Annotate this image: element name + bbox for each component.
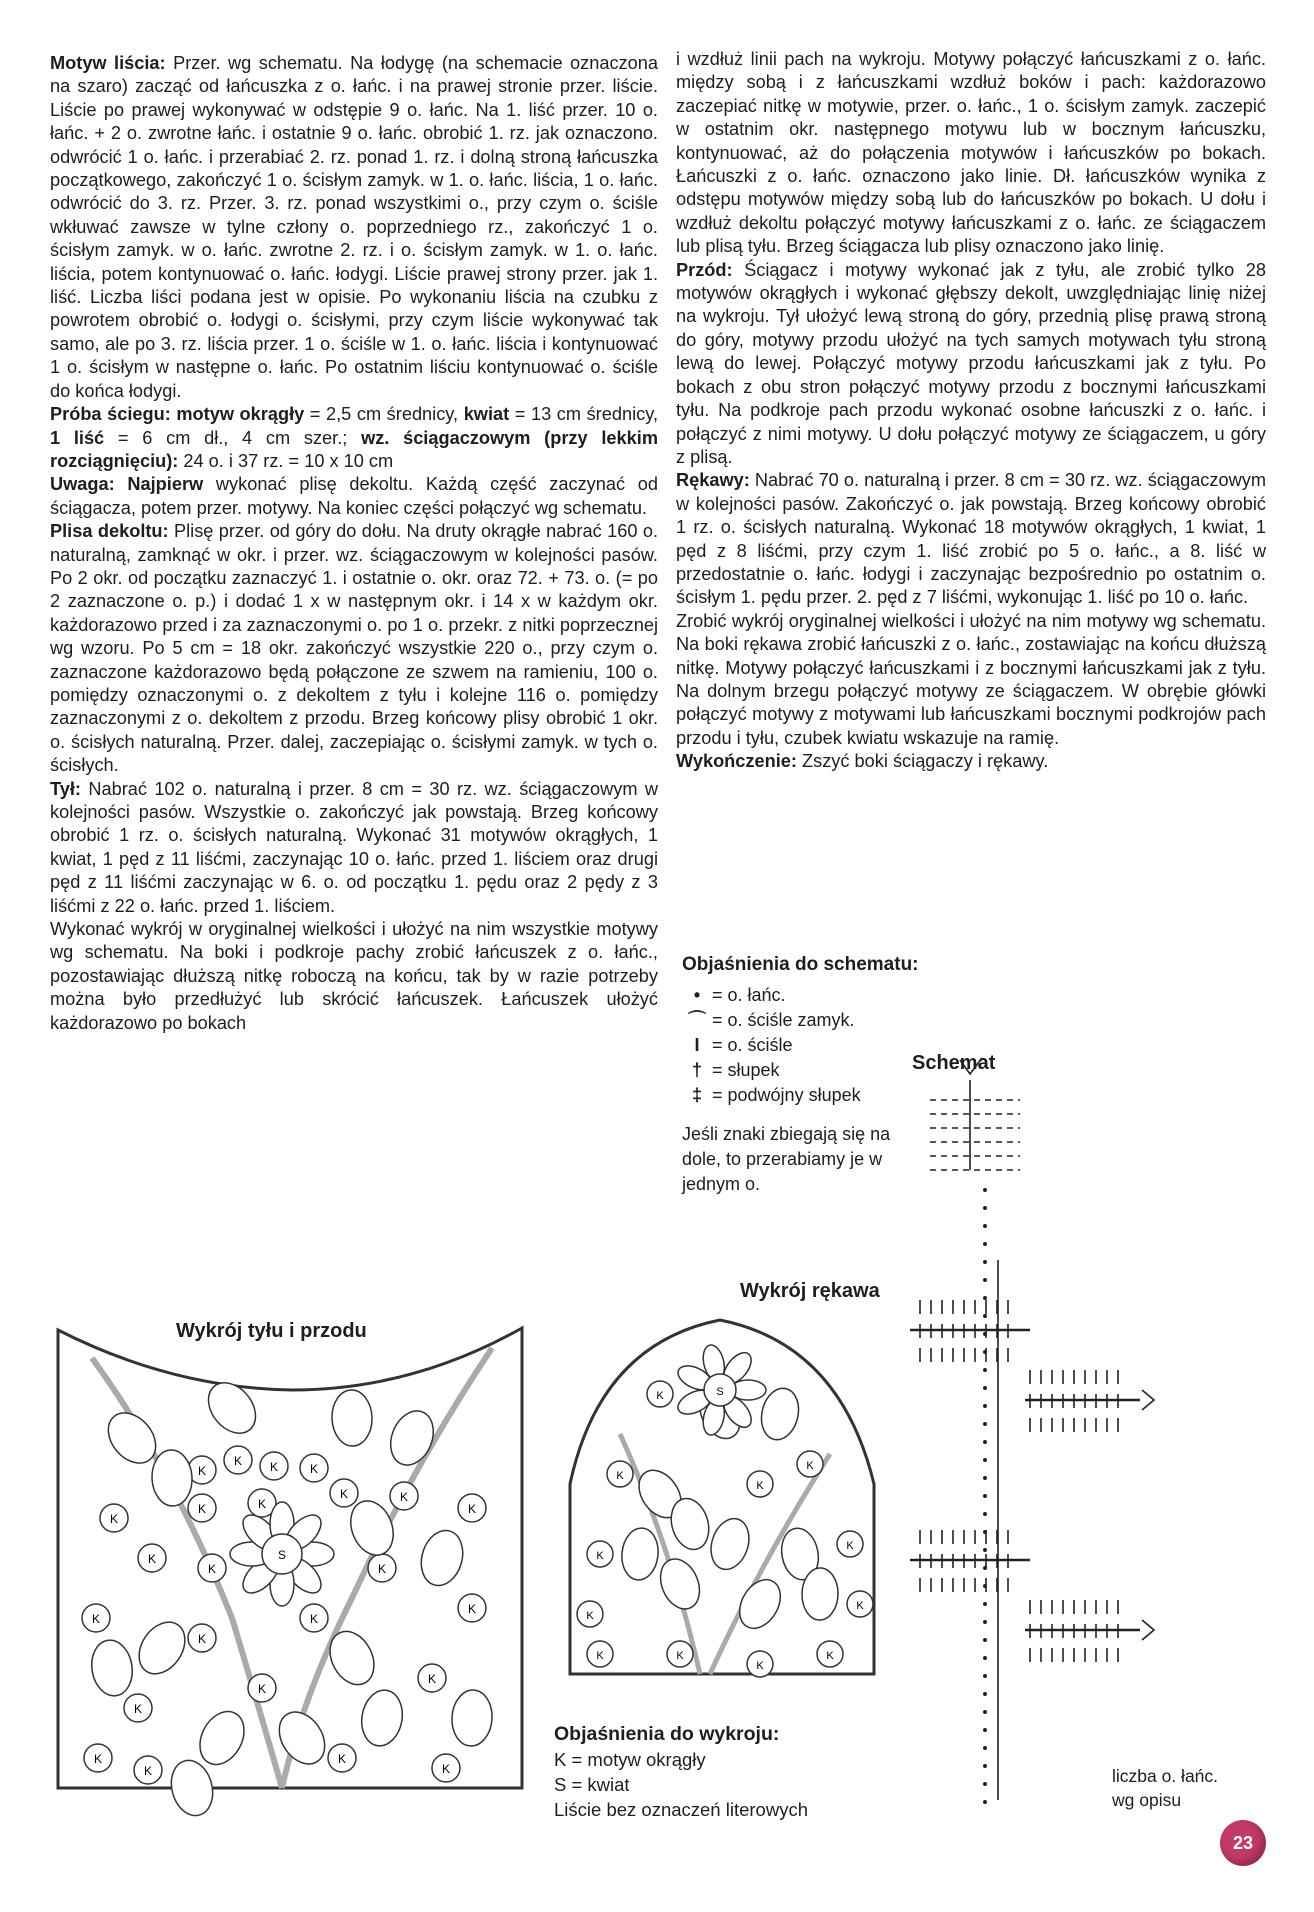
text-run: 24 o. i 37 rz. = 10 x 10 cm (178, 450, 394, 471)
motif-k-label: K (197, 1632, 207, 1646)
text-run: = 6 cm dł., 4 cm szer.; (104, 427, 362, 448)
pattern-legend-k: K = motyw okrągły (554, 1749, 706, 1770)
text-run: Zszyć boki ściągaczy i rękawy. (796, 751, 1049, 772)
leaf-stitch-block (1025, 1600, 1154, 1662)
chain-dot (983, 1656, 987, 1660)
chain-dot (983, 1800, 987, 1804)
sleeve-pattern-label: Wykrój rękawa (740, 1280, 880, 1302)
text-run: = 13 cm średnicy, (509, 404, 659, 425)
motif-k-label: K (756, 1660, 764, 1672)
motif-k-label: K (147, 1552, 157, 1566)
flower-s-label: S (277, 1548, 287, 1562)
paragraph (676, 48, 1266, 259)
paragraph (50, 520, 658, 777)
leaf-stitch-block (910, 1530, 1030, 1592)
motif-k-label: K (467, 1502, 477, 1516)
motif-k-label: K (586, 1610, 594, 1622)
section-heading: Uwaga: Najpierw (50, 474, 204, 495)
paragraph (50, 918, 658, 1035)
motif-k-label: K (826, 1650, 834, 1662)
text-run: Nabrać 70 o. naturalną i przer. 8 cm = 30 rz. wz. ściągaczowym w kolejności pasów. Zakończyć o. jak powstają. Brzeg końcowy obrobić 1 rz. o. ścisłych naturalną. Wykonać 18 motywów okrągłych, 1 kwiat, 1 pęd z 8 liśćmi, przy czym 1. liść zrobić po 5 o. łańc., a 8. liść w przedostatnie o. łańc. łodygi i zaczynając bezpośrednio po ostatnim o. ścisłym 1. pędu przer. 2. pęd z 7 liśćmi, wykonując 1. liść po 10 o. łańc. (676, 470, 1266, 608)
text-run: i wzdłuż linii pach na wykroju. Motywy połączyć łańcuszkami z o. łańc. między sobą i z łańcuszkami wzdłuż boków i pach: każdorazowo zaczepiać nitkę w motywie, przer. o. łańc., 1 o. ścisłym zamyk. zaczepić w ostatnim okr. następnego motywu lub w bocznym łańcuszku, kontynuować, aż do połączenia motywów i łańcuszków po bokach. Łańcuszki z o. łańc. oznaczono jako linie. Dł. łańcuszków wynika z odstępu motywów między sobą lub do łańcuszków po bokach. U dołu i wzdłuż dekoltu połączyć motywy łańcuszkami z o. łańc. ze ściągaczem lub plisą tyłu. Brzeg ściągacza lub plisy oznaczono jako linię. (676, 49, 1266, 257)
chain-dot (983, 1782, 987, 1786)
paragraph (50, 778, 658, 918)
chain-dot (983, 1638, 987, 1642)
crochet-stitch-schematic (910, 1040, 1180, 1840)
section-heading: 1 liść (50, 427, 105, 448)
legend-symbol: † (691, 1060, 702, 1080)
motif-k-label: K (856, 1600, 864, 1612)
paragraph (676, 259, 1266, 470)
leaf-stitch-block (910, 1300, 1030, 1362)
section-heading: Rękawy: (676, 470, 750, 491)
pattern-legend-title: Objaśnienia do wykroju: (554, 1723, 780, 1745)
legend-text: = o. łańc. (712, 985, 786, 1005)
text-run: Ściągacz i motywy wykonać jak z tyłu, ale zrobić tylko 28 motywów okrągłych i wykonać głębszy dekolt, uwzględniając linię niżej na wykroju. Tył ułożyć lewą stroną do góry, przednią plisę prawą stroną do góry, motywy przodu ułożyć na tych samych motywach tyłu stroną lewą do lewej. Połączyć motywy przodu łańcuszkami jak z tyłu. Po bokach z obu stron połączyć motywy przodu z bocznymi łańcuszkami tyłu. Na podkroje pach przodu wykonać osobne łańcuszki z o. łańc. i połączyć z nimi motywy. U dołu połączyć motywy ze ściągaczem, u góry z plisą. (676, 259, 1266, 467)
text-run: = 2,5 cm średnicy, (304, 404, 464, 425)
chain-dot (983, 1314, 987, 1318)
legend-symbol: • (693, 985, 701, 1005)
motif-k-label: K (257, 1497, 267, 1511)
legend-text: = o. ściśle zamyk. (712, 1010, 855, 1030)
paragraph (676, 469, 1266, 609)
leaf-shape (802, 1568, 839, 1621)
left-text-column (50, 52, 658, 1035)
schemat-label: Schemat (912, 1052, 996, 1074)
section-heading: kwiat (463, 404, 510, 425)
motif-k-label: K (427, 1672, 437, 1686)
text-run: Zrobić wykrój oryginalnej wielkości i ułożyć na nim motywy wg schematu. Na boki rękawa zrobić łańcuszki z o. łańc., zostawiając na końcu dłuższą nitkę. Motywy połączyć łańcuszkami i z bocznymi łańcuszkami jak z tyłu. Na dolnym brzegu połączyć motywy ze ściągaczem. W obrębie główki połączyć motywy z motywami lub łańcuszkami bocznymi podkrojów pach przodu i tyłu, czubek kwiatu wskazuje na ramię. (676, 610, 1266, 748)
motif-k-label: K (197, 1502, 207, 1516)
section-heading: Przód: (676, 259, 733, 280)
motif-k-label: K (93, 1752, 103, 1766)
right-text-column (676, 48, 1266, 774)
chain-dot (983, 1692, 987, 1696)
motif-k-label: K (806, 1460, 814, 1472)
chain-dot (983, 1278, 987, 1282)
section-heading: Próba ściegu: motyw okrągły (50, 404, 305, 425)
motif-k-label: K (257, 1682, 267, 1696)
legend-symbol: ⌒ (688, 1010, 706, 1030)
motif-k-label: K (596, 1650, 604, 1662)
paragraph (676, 750, 1266, 773)
section-heading: Wykończenie: (676, 751, 797, 772)
chain-dot (983, 1620, 987, 1624)
chain-dot (983, 1386, 987, 1390)
motif-k-label: K (197, 1464, 207, 1478)
motif-k-label: K (616, 1470, 624, 1482)
motif-k-label: K (207, 1562, 217, 1576)
chain-dot (983, 1728, 987, 1732)
text-run: Nabrać 102 o. naturalną i przer. 8 cm = 30 rz. wz. ściągaczowym w kolejności pasów. Wszystkie o. zakończyć jak powstają. Brzeg końcowy obrobić 1 rz. o. ścisłych naturalną. Wykonać 31 motywów okrągłych, 1 kwiat, 1 pęd z 11 liśćmi, zaczynając 10 o. łańc. przed 1. liściem oraz drugi pęd z 11 liśćmi zaczynając w 6. o. od początku 1. pędu oraz 2 pędy z 3 liśćmi z 22 o. łańc. przed 1. liściem. (50, 778, 658, 916)
section-heading: Motyw liścia: (50, 53, 166, 73)
chain-dot (983, 1188, 987, 1192)
text-run: Plisę przer. od góry do dołu. Na druty okrągłe nabrać 160 o. naturalną, zamknąć w okr. i przer. wz. ściągaczowym w kolejności pasów. Po 2 okr. od początku zaznaczyć 1. i ostatnie o. okr. oraz 72. + 73. o. (= po 2 zaznaczone o. p.) i dodać 1 x w następnym okr. i 14 x w każdym okr. każdorazowo przed i za zaznaczonymi o. po 1 o. przekr. z nitki poprzecznej wg wzoru. Po 5 cm = 18 okr. zakończyć wszystkie 220 o., przy czym o. zaznaczone każdorazowo będą połączone ze szwem na ramieniu, 100 o. pomiędzy oznaczonymi o. z dekoltem z tyłu i kolejne 116 o. pomiędzy zaznaczonymi z o. dekoltem z przodu. Brzeg końcowy plisy obrobić 1 okr. o. ścisłych naturalną. Przer. dalej, zaczepiając o. ścisłymi zamyk. w tych o. ścisłych. (50, 521, 658, 776)
motif-k-label: K (399, 1490, 409, 1504)
paragraph (50, 52, 658, 403)
legend-note: Jeśli znaki zbiegają się na dole, to przerabiamy je w jednym o. (682, 1124, 891, 1194)
motif-k-label: K (377, 1562, 387, 1576)
chain-note-line2: wg opisu (1112, 1790, 1182, 1810)
motif-k-label: K (269, 1460, 279, 1474)
chain-dot (983, 1206, 987, 1210)
motif-k-label: K (309, 1462, 319, 1476)
pattern-legend-s: S = kwiat (554, 1774, 630, 1795)
motif-k-label: K (339, 1487, 349, 1501)
chain-dot (983, 1224, 987, 1228)
motif-k-label: K (143, 1764, 153, 1778)
motif-k-label: K (109, 1512, 119, 1526)
chain-dot (983, 1602, 987, 1606)
chain-dot (983, 1710, 987, 1714)
motif-k-label: K (309, 1612, 319, 1626)
chain-dot (983, 1260, 987, 1264)
motif-k-label: K (91, 1612, 101, 1626)
text-run: Wykonać wykrój w oryginalnej wielkości i ułożyć na nim wszystkie motywy wg schematu. Na boki i podkroje pachy zrobić łańcuszek z o. łańc., pozostawiając dłuższą nitkę roboczą na końcu, tak by w razie potrzeby można było przedłużyć lub skrócić łańcuszek. Łańcuszek ułożyć każdorazowo po bokach (50, 919, 658, 1033)
back-front-pattern-diagram (52, 1318, 572, 1838)
legend-title: Objaśnienia do schematu: (682, 954, 919, 975)
flower-s-label: S (716, 1386, 724, 1398)
chain-dot (983, 1764, 987, 1768)
paragraph (50, 403, 658, 473)
chain-dot (983, 1494, 987, 1498)
chain-dot (983, 1674, 987, 1678)
section-heading: Plisa dekoltu: (50, 521, 169, 542)
chain-dot (983, 1404, 987, 1408)
flower-motif (230, 1502, 334, 1606)
legend-symbol: ‡ (691, 1085, 702, 1105)
chain-dot (983, 1296, 987, 1300)
legend-text: = słupek (712, 1060, 780, 1080)
sleeve-pattern-diagram (560, 1304, 890, 1684)
motif-k-label: K (756, 1480, 764, 1492)
chain-note-line1: liczba o. łańc. (1112, 1766, 1219, 1786)
back-front-pattern-label: Wykrój tyłu i przodu (176, 1320, 367, 1342)
chain-dot (983, 1422, 987, 1426)
text-run: Przer. wg schematu. Na łodygę (na schemacie oznaczona na szaro) zacząć od łańcuszka z o. łańc. i na prawej stronie przer. liście. Liście po prawej wykonywać w odstępie 9 o. łańc. Na 1. liść przer. 10 o. łańc. + 2 o. zwrotne łańc. i ostatnie 9 o. łańc. obrobić 1. rz. jak oznaczono. odwrócić 1 o. łańc. i przerabiać 2. rz. ponad 1. rz. i dolną stroną łańcuszka początkowego, zakończyć 1 o. ścisłym zamyk. w 1. o. łańc. liścia, 1 o. łańc. odwrócić do 3. rz. Przer. 3. rz. ponad wszystkimi o., przy czym o. ściśle wkłuwać zawsze w tylne człony o. poprzedniego rz., zakończyć 1 o. ścisłym zamyk. w o. łańc. zwrotne 2. rz. i o. ścisłym zamyk. w 1. o. łańc. liścia, potem kontynuować o. łańc. łodygi. Liście prawej strony przer. jak 1. liść. Liczba liści podana jest w opisie. Po wykonaniu liścia na czubku z powrotem obrobić o. łodygi o. ścisłymi, przy czym liście wykonywać tak samo, ale po 3. rz. liścia przer. 1 o. ściśle w 1. o. łańc. liścia i kontynuować 1 o. ścisłym w następne o. łańc. Po ostatnim liściu kontynuować o. ściśle do końca łodygi. (50, 53, 658, 401)
page-number: 23 (1220, 1820, 1266, 1866)
legend-item (682, 1008, 982, 1033)
motif-k-label: K (656, 1390, 664, 1402)
chain-dot (983, 1746, 987, 1750)
motif-k-label: K (233, 1454, 243, 1468)
motif-k-label: K (337, 1752, 347, 1766)
section-heading: Tył: (50, 778, 81, 799)
pattern-legend-leaves: Liście bez oznaczeń literowych (554, 1799, 808, 1820)
chain-dot (983, 1512, 987, 1516)
legend-item (682, 983, 982, 1008)
chain-dot (983, 1242, 987, 1246)
paragraph (676, 610, 1266, 750)
chain-dot (983, 1548, 987, 1552)
motif-k-label: K (467, 1602, 477, 1616)
text-run: wykonać plisę dekoltu. Każdą część zaczynać od ściągacza, potem przer. motywy. Na koniec części połączyć wg schematu. (50, 474, 658, 518)
chain-dot (983, 1368, 987, 1372)
legend-text: = podwójny słupek (712, 1085, 861, 1105)
motif-k-label: K (441, 1762, 451, 1776)
stitch-tip (960, 1058, 982, 1074)
motif-k-label: K (676, 1650, 684, 1662)
section-heading: wz. ściągaczowym (przy lekkim rozciągnięciu): (50, 427, 658, 471)
paragraph (50, 473, 658, 520)
motif-k-label: K (133, 1702, 143, 1716)
chain-dot (983, 1440, 987, 1444)
legend-symbol: I (694, 1035, 700, 1055)
chain-dot (983, 1476, 987, 1480)
chain-dot (983, 1458, 987, 1462)
pattern-legend (554, 1722, 808, 1822)
legend-text: = o. ściśle (712, 1035, 793, 1055)
motif-k-label: K (596, 1550, 604, 1562)
leaf-stitch-block (1025, 1370, 1154, 1432)
chain-count-note (1112, 1764, 1218, 1812)
motif-k-label: K (846, 1540, 854, 1552)
